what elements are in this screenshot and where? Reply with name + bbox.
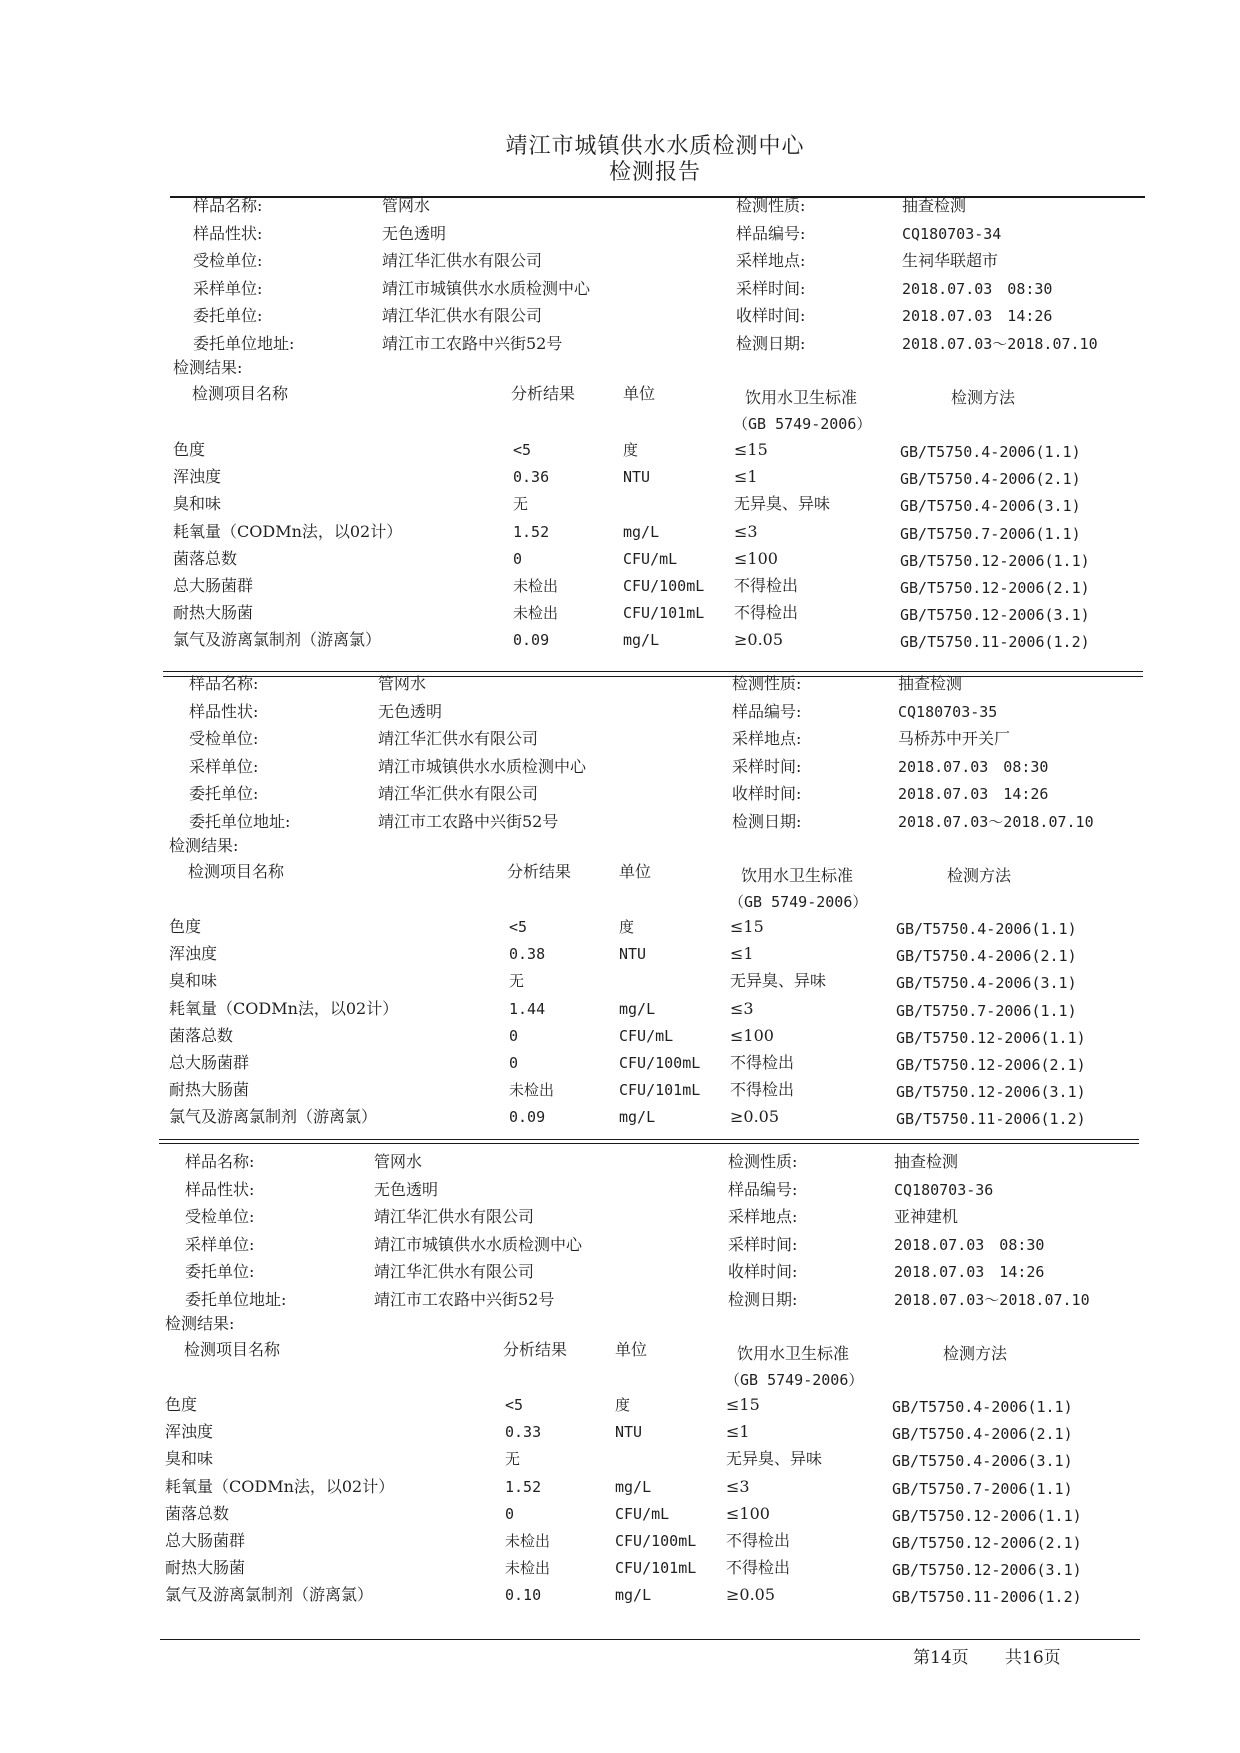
col-header-standard: 饮用水卫生标准: [737, 1344, 850, 1363]
item-unit: CFU/101mL: [615, 1559, 697, 1578]
label-test-nature: 检测性质:: [728, 1152, 798, 1171]
item-method: GB/T5750.12-2006(3.1): [892, 1561, 1082, 1580]
label-sample-no: 样品编号:: [736, 223, 806, 243]
item-name: 耗氧量（CODMn法，以02计）: [173, 521, 403, 541]
label-sample-no: 样品编号:: [732, 701, 802, 721]
item-method: GB/T5750.7-2006(1.1): [896, 1001, 1077, 1020]
item-result: 0: [505, 1504, 515, 1523]
value-sampling-time: 2018.07.03 08:30: [898, 757, 1049, 776]
item-method: GB/T5750.11-2006(1.2): [892, 1588, 1082, 1607]
item-standard: ≤100: [730, 1025, 774, 1045]
value-sample-state: 无色透明: [382, 223, 447, 243]
item-result: 未检出: [513, 604, 559, 623]
label-sampling-site: 采样地点:: [732, 729, 802, 748]
value-client-address: 靖江市工农路中兴街52号: [382, 333, 563, 353]
col-header-standard-code: （GB 5749-2006）: [729, 893, 868, 911]
col-header-unit: 单位: [623, 384, 656, 403]
item-standard: 无异臭、异味: [734, 494, 831, 514]
col-header-unit: 单位: [615, 1340, 648, 1359]
value-sampling-unit: 靖江市城镇供水水质检测中心: [382, 278, 591, 298]
item-result: 0.10: [505, 1586, 542, 1605]
value-sample-state: 无色透明: [374, 1179, 439, 1199]
item-result: 无: [513, 495, 529, 514]
label-sample-name: 样品名称:: [189, 674, 259, 693]
item-method: GB/T5750.4-2006(1.1): [892, 1398, 1073, 1416]
value-test-date: 2018.07.03～2018.07.10: [898, 812, 1094, 831]
item-result: 0.36: [513, 468, 550, 487]
item-result: <5: [505, 1396, 524, 1414]
label-client-address: 委托单位地址:: [193, 333, 295, 353]
item-name: 臭和味: [169, 971, 218, 991]
report-subtitle: 检测报告: [608, 160, 701, 185]
section-rule-bottom: [159, 1143, 1139, 1144]
item-standard: ≤1: [734, 467, 758, 487]
item-unit: mg/L: [619, 999, 656, 1018]
col-header-result: 分析结果: [503, 1340, 568, 1359]
item-unit: CFU/mL: [619, 1026, 674, 1045]
item-result: 0.38: [509, 945, 546, 964]
label-sample-no: 样品编号:: [728, 1179, 798, 1199]
label-sampling-unit: 采样单位:: [185, 1234, 255, 1254]
col-header-standard-code: （GB 5749-2006）: [725, 1371, 864, 1389]
label-sample-name: 样品名称:: [193, 196, 263, 215]
item-method: GB/T5750.12-2006(2.1): [896, 1056, 1086, 1074]
item-name: 总大肠菌群: [169, 1053, 250, 1072]
value-test-nature: 抽查检测: [894, 1152, 959, 1171]
value-client-address: 靖江市工农路中兴街52号: [378, 811, 559, 831]
item-method: GB/T5750.12-2006(1.1): [892, 1506, 1082, 1525]
item-standard: 不得检出: [730, 1080, 795, 1100]
value-sample-name: 管网水: [378, 674, 427, 693]
item-name: 总大肠菌群: [165, 1531, 246, 1550]
item-standard: ≥0.05: [730, 1107, 780, 1127]
item-name: 耐热大肠菌: [165, 1558, 246, 1578]
item-result: <5: [509, 918, 528, 936]
col-header-item: 检测项目名称: [192, 384, 289, 403]
col-header-standard: 饮用水卫生标准: [745, 388, 858, 407]
value-sampling-time: 2018.07.03 08:30: [902, 279, 1053, 298]
item-standard: 不得检出: [726, 1558, 791, 1578]
item-name: 耐热大肠菌: [169, 1080, 250, 1100]
item-method: GB/T5750.12-2006(2.1): [892, 1534, 1082, 1552]
item-method: GB/T5750.11-2006(1.2): [896, 1110, 1086, 1129]
item-result: 0: [509, 1054, 519, 1072]
item-unit: CFU/100mL: [623, 577, 705, 595]
col-header-result: 分析结果: [507, 862, 572, 881]
value-sample-name: 管网水: [382, 196, 431, 215]
item-unit: mg/L: [623, 522, 660, 541]
value-test-nature: 抽查检测: [898, 674, 963, 693]
results-label: 检测结果:: [173, 358, 243, 377]
item-result: 0: [509, 1026, 519, 1045]
results-label: 检测结果:: [165, 1314, 235, 1333]
section-rule-top: [159, 1139, 1139, 1140]
item-unit: NTU: [615, 1423, 643, 1442]
col-header-result: 分析结果: [511, 384, 576, 403]
label-client-address: 委托单位地址:: [185, 1289, 287, 1309]
item-unit: NTU: [623, 468, 651, 487]
item-unit: CFU/101mL: [623, 604, 705, 623]
item-standard: 无异臭、异味: [730, 971, 827, 991]
item-name: 耗氧量（CODMn法，以02计）: [169, 998, 399, 1018]
item-unit: 度: [623, 441, 639, 459]
value-client-unit: 靖江华汇供水有限公司: [382, 306, 543, 325]
label-tested-unit: 受检单位:: [189, 729, 259, 748]
item-result: 无: [509, 972, 525, 991]
item-unit: CFU/100mL: [619, 1054, 701, 1072]
item-result: 未检出: [509, 1081, 555, 1100]
item-standard: 不得检出: [734, 576, 799, 595]
item-unit: mg/L: [615, 1586, 652, 1605]
section-rule-top: [163, 671, 1143, 672]
item-standard: ≤15: [734, 440, 768, 459]
label-test-nature: 检测性质:: [736, 196, 806, 215]
value-tested-unit: 靖江华汇供水有限公司: [374, 1207, 535, 1226]
item-name: 菌落总数: [169, 1025, 234, 1045]
value-client-unit: 靖江华汇供水有限公司: [378, 784, 539, 803]
item-result: 无: [505, 1450, 521, 1469]
value-test-date: 2018.07.03～2018.07.10: [902, 334, 1098, 353]
value-sampling-site: 马桥苏中开关厂: [898, 729, 1011, 748]
value-sampling-time: 2018.07.03 08:30: [894, 1235, 1045, 1254]
item-standard: ≤3: [726, 1476, 750, 1496]
item-name: 浑浊度: [165, 1422, 214, 1442]
col-header-standard-code: （GB 5749-2006）: [733, 415, 872, 433]
item-method: GB/T5750.12-2006(1.1): [900, 551, 1090, 570]
value-sample-state: 无色透明: [378, 701, 443, 721]
item-standard: ≤15: [726, 1395, 760, 1414]
item-standard: 不得检出: [726, 1531, 791, 1550]
value-receiving-time: 2018.07.03 14:26: [902, 307, 1053, 325]
item-method: GB/T5750.4-2006(2.1): [896, 947, 1077, 966]
label-sampling-site: 采样地点:: [736, 251, 806, 270]
item-standard: ≤100: [734, 548, 778, 568]
item-name: 氯气及游离氯制剂（游离氯）: [165, 1585, 374, 1605]
label-sample-state: 样品性状:: [185, 1179, 255, 1199]
value-sampling-unit: 靖江市城镇供水水质检测中心: [374, 1234, 583, 1254]
item-name: 菌落总数: [173, 548, 238, 568]
item-unit: mg/L: [619, 1108, 656, 1127]
item-name: 色度: [169, 917, 202, 936]
label-client-address: 委托单位地址:: [189, 811, 291, 831]
item-result: 未检出: [513, 577, 559, 595]
value-sample-name: 管网水: [374, 1152, 423, 1171]
label-receiving-time: 收样时间:: [728, 1262, 798, 1281]
col-header-item: 检测项目名称: [188, 862, 285, 881]
value-test-nature: 抽查检测: [902, 196, 967, 215]
label-sampling-unit: 采样单位:: [189, 756, 259, 776]
value-tested-unit: 靖江华汇供水有限公司: [382, 251, 543, 270]
item-result: 0.09: [513, 631, 550, 650]
item-unit: 度: [615, 1396, 631, 1414]
value-sample-no: CQ180703-36: [894, 1180, 994, 1199]
item-result: 0.33: [505, 1423, 542, 1442]
item-method: GB/T5750.11-2006(1.2): [900, 633, 1090, 652]
label-sample-state: 样品性状:: [193, 223, 263, 243]
item-standard: ≤1: [726, 1422, 750, 1442]
item-unit: NTU: [619, 945, 647, 964]
item-method: GB/T5750.12-2006(2.1): [900, 579, 1090, 597]
label-sample-state: 样品性状:: [189, 701, 259, 721]
label-sampling-site: 采样地点:: [728, 1207, 798, 1226]
item-name: 色度: [173, 440, 206, 459]
item-method: GB/T5750.4-2006(3.1): [892, 1452, 1073, 1471]
item-name: 色度: [165, 1395, 198, 1414]
item-name: 氯气及游离氯制剂（游离氯）: [173, 630, 382, 650]
item-method: GB/T5750.12-2006(3.1): [896, 1083, 1086, 1102]
item-unit: CFU/101mL: [619, 1081, 701, 1100]
item-name: 总大肠菌群: [173, 576, 254, 595]
item-unit: CFU/mL: [623, 549, 678, 568]
item-name: 臭和味: [173, 494, 222, 514]
header-rule: [170, 196, 1145, 198]
item-unit: mg/L: [615, 1477, 652, 1496]
item-standard: ≤1: [730, 944, 754, 964]
item-method: GB/T5750.7-2006(1.1): [892, 1479, 1073, 1498]
label-test-date: 检测日期:: [732, 811, 802, 831]
value-sampling-site: 亚神建机: [894, 1207, 959, 1226]
item-result: <5: [513, 441, 532, 459]
item-standard: ≤15: [730, 917, 764, 936]
item-standard: ≤3: [734, 521, 758, 541]
label-sampling-time: 采样时间:: [732, 756, 802, 776]
item-name: 浑浊度: [169, 944, 218, 964]
col-header-standard: 饮用水卫生标准: [741, 866, 854, 885]
col-header-method: 检测方法: [943, 1344, 1008, 1363]
label-client-unit: 委托单位:: [193, 306, 263, 325]
item-method: GB/T5750.7-2006(1.1): [900, 524, 1081, 543]
report-title: 靖江市城镇供水水质检测中心: [505, 134, 805, 159]
item-method: GB/T5750.4-2006(3.1): [896, 974, 1077, 993]
section-rule-bottom: [163, 676, 1143, 677]
item-result: 0.09: [509, 1108, 546, 1127]
item-name: 氯气及游离氯制剂（游离氯）: [169, 1107, 378, 1127]
item-method: GB/T5750.4-2006(1.1): [900, 443, 1081, 461]
value-receiving-time: 2018.07.03 14:26: [894, 1263, 1045, 1281]
value-sample-no: CQ180703-34: [902, 224, 1002, 243]
item-standard: ≥0.05: [734, 630, 784, 650]
label-client-unit: 委托单位:: [185, 1262, 255, 1281]
item-method: GB/T5750.4-2006(2.1): [900, 470, 1081, 489]
results-label: 检测结果:: [169, 836, 239, 855]
item-method: GB/T5750.4-2006(2.1): [892, 1425, 1073, 1444]
item-name: 耐热大肠菌: [173, 603, 254, 623]
item-name: 浑浊度: [173, 467, 222, 487]
value-sampling-unit: 靖江市城镇供水水质检测中心: [378, 756, 587, 776]
item-name: 耗氧量（CODMn法，以02计）: [165, 1476, 395, 1496]
label-test-date: 检测日期:: [728, 1289, 798, 1309]
col-header-item: 检测项目名称: [184, 1340, 281, 1359]
value-sampling-site: 生祠华联超市: [902, 251, 999, 270]
label-sample-name: 样品名称:: [185, 1152, 255, 1171]
label-receiving-time: 收样时间:: [736, 306, 806, 325]
col-header-method: 检测方法: [947, 866, 1012, 885]
page-total: 共16页: [1005, 1648, 1061, 1668]
item-standard: 不得检出: [730, 1053, 795, 1072]
item-result: 1.44: [509, 999, 546, 1018]
label-tested-unit: 受检单位:: [185, 1207, 255, 1226]
item-method: GB/T5750.12-2006(1.1): [896, 1028, 1086, 1047]
page-number: 第14页: [913, 1648, 969, 1668]
label-sampling-time: 采样时间:: [736, 278, 806, 298]
item-result: 0: [513, 549, 523, 568]
item-standard: ≤100: [726, 1503, 770, 1523]
item-unit: mg/L: [623, 631, 660, 650]
label-test-date: 检测日期:: [736, 333, 806, 353]
label-client-unit: 委托单位:: [189, 784, 259, 803]
item-result: 未检出: [505, 1559, 551, 1578]
value-sample-no: CQ180703-35: [898, 702, 998, 721]
value-client-address: 靖江市工农路中兴街52号: [374, 1289, 555, 1309]
item-standard: 无异臭、异味: [726, 1449, 823, 1469]
item-name: 臭和味: [165, 1449, 214, 1469]
item-standard: 不得检出: [734, 603, 799, 623]
item-name: 菌落总数: [165, 1503, 230, 1523]
col-header-unit: 单位: [619, 862, 652, 881]
value-test-date: 2018.07.03～2018.07.10: [894, 1290, 1090, 1309]
item-result: 1.52: [505, 1477, 542, 1496]
value-client-unit: 靖江华汇供水有限公司: [374, 1262, 535, 1281]
label-test-nature: 检测性质:: [732, 674, 802, 693]
item-result: 1.52: [513, 522, 550, 541]
item-standard: ≤3: [730, 998, 754, 1018]
label-receiving-time: 收样时间:: [732, 784, 802, 803]
item-unit: 度: [619, 918, 635, 936]
col-header-method: 检测方法: [951, 388, 1016, 407]
value-receiving-time: 2018.07.03 14:26: [898, 785, 1049, 803]
item-result: 未检出: [505, 1532, 551, 1550]
value-tested-unit: 靖江华汇供水有限公司: [378, 729, 539, 748]
item-standard: ≥0.05: [726, 1585, 776, 1605]
item-method: GB/T5750.12-2006(3.1): [900, 606, 1090, 625]
bottom-rule: [160, 1639, 1140, 1640]
item-unit: CFU/mL: [615, 1504, 670, 1523]
item-unit: CFU/100mL: [615, 1532, 697, 1550]
item-method: GB/T5750.4-2006(1.1): [896, 920, 1077, 938]
label-sampling-unit: 采样单位:: [193, 278, 263, 298]
item-method: GB/T5750.4-2006(3.1): [900, 497, 1081, 516]
label-sampling-time: 采样时间:: [728, 1234, 798, 1254]
label-tested-unit: 受检单位:: [193, 251, 263, 270]
